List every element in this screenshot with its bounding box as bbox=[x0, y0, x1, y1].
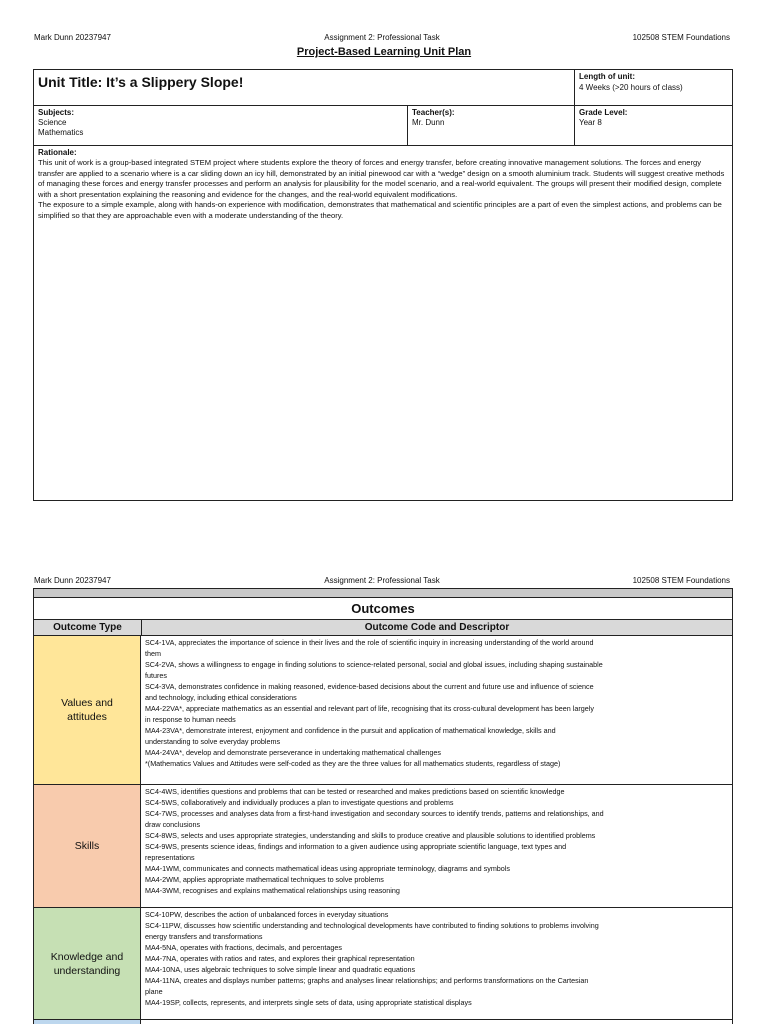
outcome-descriptors-values bbox=[141, 636, 732, 784]
descriptor-line: MA4-7NA, operates with ratios and rates, and explores their graphical representation bbox=[145, 954, 415, 963]
unit-title: Unit Title: It’s a Slippery Slope! bbox=[38, 74, 244, 90]
descriptor-line: *(Mathematics Values and Attitudes were self-coded as they are the three values for all mathematics students, regardless of stage) bbox=[145, 759, 561, 768]
header-course: 102508 STEM Foundations bbox=[632, 576, 730, 585]
grade-value: Year 8 bbox=[579, 118, 602, 127]
teacher-label: Teacher(s): bbox=[412, 108, 455, 117]
outcome-type-next bbox=[34, 1020, 141, 1024]
column-header-code: Outcome Code and Descriptor bbox=[364, 622, 510, 633]
document-title: Project-Based Learning Unit Plan bbox=[296, 46, 472, 58]
subject-item: Science bbox=[38, 118, 67, 127]
descriptor-line: MA4-10NA, uses algebraic techniques to solve simple linear and quadratic equations bbox=[145, 965, 416, 974]
descriptor-line: MA4-3WM, recognises and explains mathematical relationships using reasoning bbox=[145, 886, 400, 895]
outcome-row-knowledge bbox=[34, 908, 732, 1020]
header-author: Mark Dunn 20237947 bbox=[34, 576, 111, 585]
teacher-cell bbox=[408, 106, 574, 145]
descriptor-line: SC4-7WS, processes and analyses data from a first-hand investigation and secondary sources to identify trends, patterns and relationships, and bbox=[145, 809, 604, 818]
outcome-type-skills: Skills bbox=[34, 785, 141, 907]
descriptor-line: MA4-5NA, operates with fractions, decimals, and percentages bbox=[145, 943, 342, 952]
outcome-row-next bbox=[34, 1020, 732, 1024]
descriptor-line: draw conclusions bbox=[145, 820, 201, 829]
descriptor-line: plane bbox=[145, 987, 163, 996]
descriptor-line: MA4-22VA*, appreciate mathematics as an essential and relevant part of life, recognising that its cross-cultural development has been largely bbox=[145, 704, 594, 713]
outcome-row-values bbox=[34, 636, 732, 785]
descriptor-line: MA4-23VA*, demonstrate interest, enjoyment and confidence in the pursuit and application of mathematical knowledge, skills and bbox=[145, 726, 556, 735]
descriptor-line: MA4-1WM, communicates and connects mathematical ideas using appropriate terminology, diagrams and symbols bbox=[145, 864, 510, 873]
table-top-bar bbox=[34, 589, 732, 598]
descriptor-line: them bbox=[145, 649, 161, 658]
descriptor-line: futures bbox=[145, 671, 167, 680]
outcomes-title: Outcomes bbox=[34, 598, 732, 620]
descriptor-line: understanding to solve everyday problems bbox=[145, 737, 281, 746]
outcome-descriptors-next bbox=[141, 1020, 732, 1024]
page-header bbox=[34, 576, 730, 588]
outcome-descriptors-skills bbox=[141, 785, 732, 907]
descriptor-line: MA4-24VA*, develop and demonstrate perseverance in undertaking mathematical challenges bbox=[145, 748, 441, 757]
descriptor-line: SC4-9WS, presents science ideas, findings and information to a given audience using appropriate scientific language, text types and bbox=[145, 842, 567, 851]
descriptor-line: SC4-11PW, discusses how scientific understanding and technological developments have contributed to finding solutions to problems involving bbox=[145, 921, 599, 930]
outcome-type-values: Values and attitudes bbox=[34, 636, 141, 784]
header-course: 102508 STEM Foundations bbox=[632, 33, 730, 42]
rationale-paragraph-1: This unit of work is a group-based integrated STEM project where students explore the theory of forces and energy transfer, before creating innovative management solutions. The forces and energy transfer are applied to a scenario where is a car sliding down an icy hill, demonstrated by an initial pinewood car with a “wedge” design on a smooth aluminium track. Students will suggest creative methods of managing these forces and energy transfer processes and perform an analysis for plausibility for the model scenario, and a real-world equivalent. The groups will present their modified design, complete with a short presentation explaining the reasoning and evidence for the changes, and the real-world equivalent modifications. bbox=[38, 158, 725, 199]
descriptor-line: SC4-8WS, selects and uses appropriate strategies, understanding and skills to produce creative and plausible solutions to identified problems bbox=[145, 831, 596, 840]
subjects-cell bbox=[34, 106, 407, 145]
subject-item: Mathematics bbox=[38, 128, 84, 137]
outcomes-column-headers bbox=[34, 620, 732, 636]
rationale-label: Rationale: bbox=[38, 148, 77, 157]
descriptor-line: and technology, including ethical considerations bbox=[145, 693, 297, 702]
unit-plan-table bbox=[33, 69, 733, 501]
rationale-paragraph-2: The exposure to a simple example, along with hands-on experience with modification, demonstrates that mathematical and scientific principles are a part of even the simplest actions, and problems can be simplified so that they are approachable even with a moderate understanding of the theory. bbox=[38, 200, 722, 220]
descriptor-line: MA4-11NA, creates and displays number patterns; graphs and analyses linear relationships; and performs transformations on the Cartesian bbox=[145, 976, 589, 985]
header-author: Mark Dunn 20237947 bbox=[34, 33, 111, 42]
descriptor-line: SC4-4WS, identifies questions and problems that can be tested or researched and makes predictions based on scientific knowledge bbox=[145, 787, 565, 796]
descriptor-line: in response to human needs bbox=[145, 715, 236, 724]
grade-label: Grade Level: bbox=[579, 108, 628, 117]
page-header bbox=[34, 33, 730, 45]
descriptor-line: energy transfers and transformations bbox=[145, 932, 263, 941]
length-cell bbox=[575, 70, 733, 105]
grade-cell bbox=[575, 106, 733, 145]
descriptor-line: SC4-5WS, collaboratively and individually produces a plan to investigate questions and problems bbox=[145, 798, 454, 807]
descriptor-line: SC4-10PW, describes the action of unbalanced forces in everyday situations bbox=[145, 910, 389, 919]
teacher-value: Mr. Dunn bbox=[412, 118, 445, 127]
length-value: 4 Weeks (>20 hours of class) bbox=[579, 83, 683, 92]
descriptor-line: MA4-19SP, collects, represents, and interprets single sets of data, using appropriate statistical displays bbox=[145, 998, 472, 1007]
header-assignment: Assignment 2: Professional Task bbox=[324, 33, 440, 42]
outcome-type-knowledge: Knowledge and understanding bbox=[34, 908, 141, 1019]
rationale-cell bbox=[34, 146, 732, 500]
descriptor-line: SC4-3VA, demonstrates confidence in making reasoned, evidence-based decisions about the current and future use and influence of science bbox=[145, 682, 594, 691]
descriptor-line: representations bbox=[145, 853, 195, 862]
outcome-descriptors-knowledge bbox=[141, 908, 732, 1019]
header-assignment: Assignment 2: Professional Task bbox=[324, 576, 440, 585]
descriptor-line: SC4-1VA, appreciates the importance of science in their lives and the role of scientific inquiry in increasing understanding of the world around bbox=[145, 638, 594, 647]
descriptor-line: SC4-2VA, shows a willingness to engage in finding solutions to science-related personal, social and global issues, including shaping sustainable bbox=[145, 660, 603, 669]
outcomes-table bbox=[33, 588, 733, 1024]
outcome-row-skills bbox=[34, 785, 732, 908]
column-header-type: Outcome Type bbox=[34, 620, 142, 635]
subjects-label: Subjects: bbox=[38, 108, 75, 117]
descriptor-line: MA4-2WM, applies appropriate mathematical techniques to solve problems bbox=[145, 875, 384, 884]
length-label: Length of unit: bbox=[579, 72, 635, 81]
